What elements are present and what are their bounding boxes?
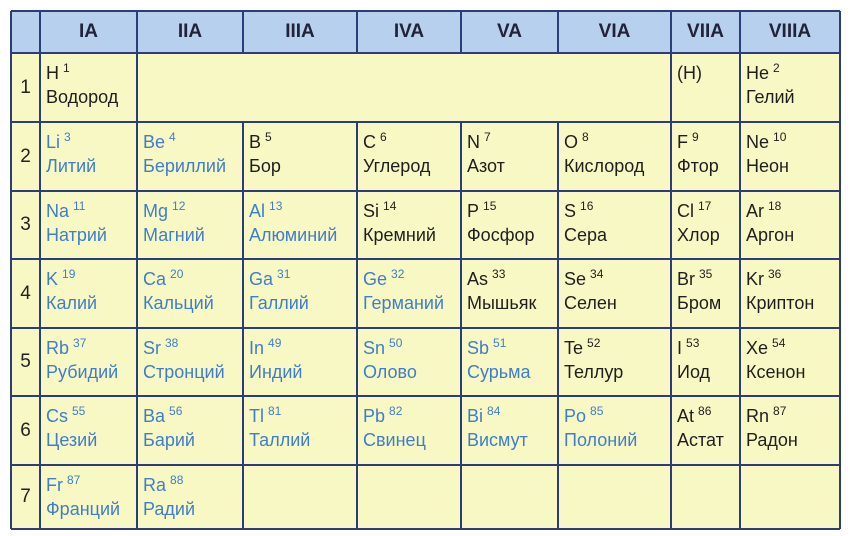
element-cell [671, 191, 740, 259]
element-symbol: Mg [143, 201, 169, 221]
element-cell [137, 191, 243, 259]
element-name: Магний [143, 225, 205, 245]
grid-line [11, 327, 840, 329]
atomic-number: 3 [64, 130, 71, 144]
grid-line [557, 122, 559, 529]
atomic-number: 34 [590, 267, 604, 281]
element-cell [357, 122, 461, 191]
grid-line [739, 11, 741, 529]
element-symbol: Rb [46, 338, 70, 358]
grid-line [557, 11, 559, 53]
element-name: Селен [564, 293, 617, 313]
atomic-number: 6 [380, 130, 387, 144]
element-name: Кальций [143, 293, 214, 313]
element-symbol: He [746, 63, 770, 83]
element-symbol: I [677, 338, 683, 358]
atomic-number: 38 [165, 336, 179, 350]
element-cell [40, 191, 137, 259]
element-symbol: Ga [249, 269, 274, 289]
element-symbol: K [46, 269, 59, 289]
element-symbol: Ca [143, 269, 167, 289]
element-cell [558, 396, 671, 465]
element-symbol: Po [564, 406, 587, 426]
element-name: Фосфор [467, 225, 535, 245]
element-cell [40, 122, 137, 191]
element-name: Водород [46, 87, 119, 107]
element-cell [357, 259, 461, 328]
element-name: Рубидий [46, 362, 119, 382]
element-symbol: Si [363, 201, 380, 221]
element-cell [740, 328, 840, 396]
atomic-number: 31 [277, 267, 291, 281]
element-cell [243, 122, 357, 191]
period-number: 1 [20, 76, 31, 98]
grid-line [136, 11, 138, 529]
element-cell [740, 122, 840, 191]
element-name: Теллур [564, 362, 624, 382]
group-header-iva: IVA [357, 11, 461, 53]
period-number: 4 [20, 282, 31, 304]
element-cell [461, 191, 558, 259]
grid-line [39, 11, 41, 529]
element-symbol: Te [564, 338, 584, 358]
atomic-number: 13 [269, 199, 283, 213]
element-name: Хлор [677, 225, 720, 245]
element-symbol: At [677, 406, 695, 426]
grid-line [242, 11, 244, 53]
element-name: Полоний [564, 430, 638, 450]
element-name: Углерод [363, 156, 431, 176]
element-name: Бор [249, 156, 281, 176]
element-name: Барий [143, 430, 195, 450]
atomic-number: 15 [483, 199, 497, 213]
element-cell [740, 191, 840, 259]
atomic-number: 4 [169, 130, 176, 144]
element-cell [357, 328, 461, 396]
group-header-via: VIA [558, 11, 671, 53]
element-cell [243, 191, 357, 259]
element-cell [671, 396, 740, 465]
element-name: Кремний [363, 225, 436, 245]
element-name: Свинец [363, 430, 426, 450]
grid-line [839, 11, 841, 529]
element-name: Литий [46, 156, 97, 176]
element-name: Германий [363, 293, 444, 313]
atomic-number: 12 [172, 199, 186, 213]
grid-line [11, 395, 840, 397]
element-name: Сурьма [467, 362, 531, 382]
element-symbol: Be [143, 132, 166, 152]
grid-line [11, 258, 840, 260]
element-symbol: Br [677, 269, 695, 289]
group-header-va: VA [461, 11, 558, 53]
element-symbol: F [677, 132, 688, 152]
element-symbol: Ar [746, 201, 764, 221]
element-symbol: Kr [746, 269, 764, 289]
element-name: Сера [564, 225, 608, 245]
atomic-number: 5 [265, 130, 272, 144]
element-name: Мышьяк [467, 293, 537, 313]
element-name: Неон [746, 156, 789, 176]
grid-line [11, 10, 840, 12]
element-symbol: Rn [746, 406, 770, 426]
element-name: Галлий [249, 293, 309, 313]
atomic-number: 33 [492, 267, 506, 281]
element-symbol: Tl [249, 406, 264, 426]
element-name: Бериллий [143, 156, 227, 176]
element-cell [40, 396, 137, 465]
grid-line [11, 52, 840, 54]
atomic-number: 53 [686, 336, 700, 350]
element-symbol: N [467, 132, 480, 152]
element-cell [461, 396, 558, 465]
element-name: Иод [677, 362, 711, 382]
element-cell [740, 396, 840, 465]
atomic-number: 50 [389, 336, 403, 350]
atomic-number: 37 [73, 336, 87, 350]
element-name: Стронций [143, 362, 225, 382]
element-symbol: Xe [746, 338, 769, 358]
group-header-iia: IIA [137, 11, 243, 53]
atomic-number: 51 [493, 336, 507, 350]
element-symbol: As [467, 269, 489, 289]
header-corner [11, 11, 40, 53]
period-number: 3 [20, 214, 31, 235]
atomic-number: 17 [698, 199, 712, 213]
element-symbol: Bi [467, 406, 484, 426]
element-symbol: C [363, 132, 376, 152]
element-cell [461, 328, 558, 396]
atomic-number: 54 [772, 336, 786, 350]
atomic-number: 16 [580, 199, 594, 213]
element-name: Индий [249, 362, 303, 382]
atomic-number: 87 [67, 473, 81, 487]
element-cell [357, 191, 461, 259]
grid-line [11, 464, 840, 466]
atomic-number: 8 [582, 130, 589, 144]
element-symbol: Al [249, 201, 266, 221]
element-symbol: Na [46, 201, 70, 221]
atomic-number: 7 [484, 130, 491, 144]
element-symbol: (H) [677, 63, 702, 83]
period-number: 6 [20, 419, 31, 441]
atomic-number: 11 [73, 199, 86, 213]
element-cell [137, 465, 243, 529]
element-symbol: S [564, 201, 577, 221]
atomic-number: 87 [773, 404, 787, 418]
atomic-number: 86 [698, 404, 712, 418]
element-name: Аргон [746, 225, 795, 245]
atomic-number: 82 [389, 404, 403, 418]
element-name: Астат [677, 430, 724, 450]
element-cell [137, 396, 243, 465]
element-cell [671, 122, 740, 191]
grid-line [242, 122, 244, 529]
element-name: Таллий [249, 430, 311, 450]
period-number: 2 [20, 145, 31, 167]
element-cell [243, 259, 357, 328]
element-name: Радон [746, 430, 798, 450]
group-header-iiia: IIIA [243, 11, 357, 53]
atomic-number: 2 [773, 61, 780, 75]
element-name: Гелий [746, 87, 795, 107]
element-cell [461, 122, 558, 191]
element-cell [243, 328, 357, 396]
group-header-viia: VIIA [671, 11, 740, 53]
element-name: Бром [677, 293, 722, 313]
element-symbol: Sr [143, 338, 161, 358]
element-symbol: Pb [363, 406, 386, 426]
element-cell [357, 396, 461, 465]
grid-line [11, 190, 840, 192]
element-cell [671, 53, 740, 122]
element-name: Алюминий [249, 225, 338, 245]
grid-line [460, 11, 462, 53]
atomic-number: 36 [768, 267, 782, 281]
element-symbol: Ra [143, 475, 167, 495]
element-cell [40, 465, 137, 529]
period-number: 7 [20, 486, 31, 507]
atomic-number: 18 [768, 199, 782, 213]
element-cell [558, 122, 671, 191]
period-number: 5 [20, 351, 31, 372]
atomic-number: 9 [692, 130, 699, 144]
element-cell [40, 53, 137, 122]
element-symbol: Cs [46, 406, 68, 426]
element-name: Франций [46, 499, 121, 519]
atomic-number: 35 [699, 267, 713, 281]
atomic-number: 49 [268, 336, 282, 350]
atomic-number: 88 [170, 473, 184, 487]
element-cell [740, 259, 840, 328]
atomic-number: 55 [72, 404, 86, 418]
grid-line [10, 11, 12, 529]
element-symbol: O [564, 132, 579, 152]
element-symbol: Li [46, 132, 61, 152]
element-cell [40, 328, 137, 396]
grid-line [670, 11, 672, 529]
grid-line [11, 528, 840, 530]
grid-line [356, 122, 358, 529]
element-symbol: Ge [363, 269, 388, 289]
atomic-number: 81 [268, 404, 282, 418]
element-symbol: Cl [677, 201, 694, 221]
element-symbol: B [249, 132, 262, 152]
element-name: Цезий [46, 430, 98, 450]
atomic-number: 85 [590, 404, 604, 418]
atomic-number: 52 [587, 336, 601, 350]
periodic-table [11, 11, 840, 529]
element-name: Криптон [746, 293, 815, 313]
element-name: Кислород [564, 156, 645, 176]
element-symbol: Ne [746, 132, 770, 152]
element-cell [461, 259, 558, 328]
element-cell [558, 328, 671, 396]
element-cell [558, 259, 671, 328]
grid-line [460, 122, 462, 529]
element-cell [137, 259, 243, 328]
element-name: Радий [143, 499, 196, 519]
atomic-number: 56 [169, 404, 183, 418]
element-name: Ксенон [746, 362, 806, 382]
atomic-number: 1 [63, 61, 70, 75]
element-symbol: Ba [143, 406, 166, 426]
element-name: Висмут [467, 430, 528, 450]
atomic-number: 20 [170, 267, 184, 281]
element-cell [671, 328, 740, 396]
element-symbol: In [249, 338, 265, 358]
element-name: Олово [363, 362, 417, 382]
element-symbol: P [467, 201, 480, 221]
element-symbol: H [46, 63, 59, 83]
atomic-number: 19 [62, 267, 76, 281]
element-symbol: Sb [467, 338, 490, 358]
atomic-number: 14 [383, 199, 397, 213]
grid-line [11, 121, 840, 123]
element-cell [137, 122, 243, 191]
atomic-number: 84 [487, 404, 501, 418]
atomic-number: 32 [391, 267, 405, 281]
element-symbol: Fr [46, 475, 63, 495]
element-name: Калий [46, 293, 98, 313]
group-header-viiia: VIIIA [740, 11, 840, 53]
element-cell [40, 259, 137, 328]
element-cell [671, 259, 740, 328]
element-cell [137, 328, 243, 396]
element-name: Натрий [46, 225, 107, 245]
element-name: Фтор [677, 156, 719, 176]
element-symbol: Se [564, 269, 587, 289]
element-cell [740, 53, 840, 122]
element-name: Азот [467, 156, 505, 176]
group-header-ia: IA [40, 11, 137, 53]
element-symbol: Sn [363, 338, 386, 358]
atomic-number: 10 [773, 130, 787, 144]
element-cell [558, 191, 671, 259]
grid-line [356, 11, 358, 53]
element-cell [243, 396, 357, 465]
